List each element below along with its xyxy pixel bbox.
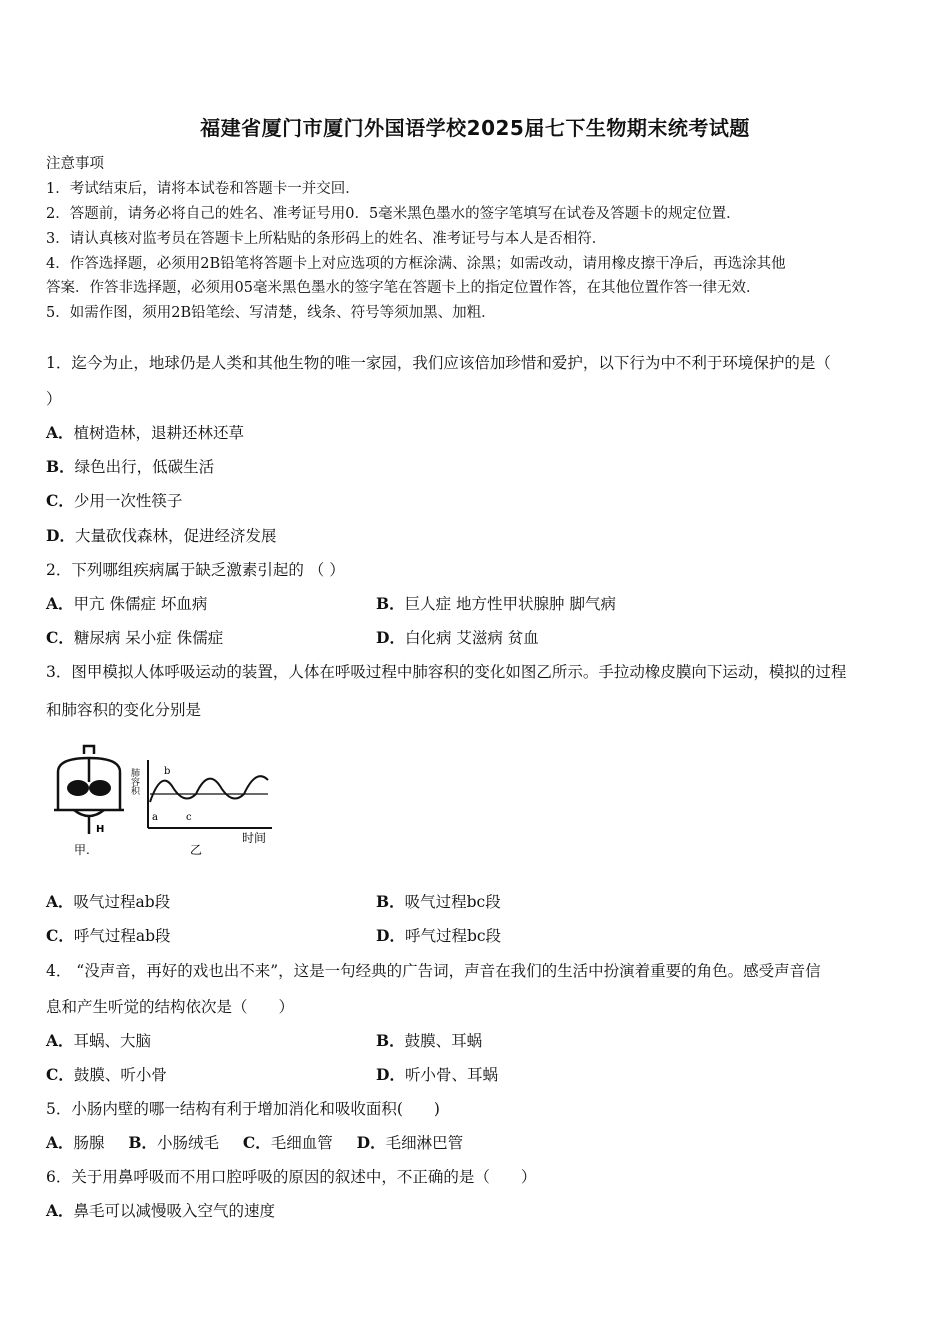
q4-option-a <box>46 1029 151 1051</box>
q2-option-b-letter: B． <box>376 594 405 613</box>
q1-option-c-letter: C． <box>46 491 74 510</box>
note-item-4: 4．作答选择题，必须用2B铅笔将答题卡上对应选项的方框涂满、涂黑；如需改动，请用橡皮擦干净后，再选涂其他 <box>46 256 786 272</box>
q1-option-a-text: 植树造林，退耕还林还草 <box>73 424 245 442</box>
point-c-label: c <box>186 812 192 823</box>
q4-option-c <box>46 1063 167 1085</box>
q3-option-a <box>46 890 170 912</box>
q1-option-d-letter: D． <box>46 526 75 545</box>
lung-volume-graph <box>129 760 272 857</box>
q4-option-c-letter: C． <box>46 1065 74 1084</box>
note-item-3: 3．请认真核对监考员在答题卡上所粘贴的条形码上的姓名、准考证号与本人是否相符． <box>46 231 607 247</box>
q5-options-row <box>46 1131 463 1153</box>
q3-option-c-letter: C． <box>46 926 74 945</box>
q2-option-a-letter: A． <box>46 594 74 613</box>
notes-heading: 注意事项 <box>46 156 104 172</box>
q4-option-d-letter: D． <box>376 1065 405 1084</box>
q4-option-c-text: 鼓膜、听小骨 <box>73 1066 167 1084</box>
q1-option-a-letter: A． <box>46 423 74 442</box>
q3-option-a-text: 吸气过程ab段 <box>73 893 171 911</box>
q4-stem-line2: 息和产生听觉的结构依次是（ ） <box>46 998 295 1016</box>
q3-option-c <box>46 924 171 946</box>
q2-option-b-text: 巨人症 地方性甲状腺肿 脚气病 <box>404 595 616 613</box>
q3-option-c-text: 呼气过程ab段 <box>73 927 171 945</box>
q3-option-d <box>376 924 501 946</box>
q1-option-b-text: 绿色出行，低碳生活 <box>74 458 215 476</box>
left-balloon-lung <box>67 780 89 796</box>
q2-option-a-text: 甲亢 侏儒症 坏血病 <box>73 595 208 613</box>
q2-option-c-letter: C． <box>46 628 74 647</box>
q3-option-b-letter: B． <box>376 892 405 911</box>
q4-option-a-letter: A． <box>46 1031 74 1050</box>
y-axis-label: 肺容积 <box>129 768 139 795</box>
q4-option-b <box>376 1029 482 1051</box>
q5-option-b-letter: B． <box>128 1133 158 1152</box>
point-b-label: b <box>164 766 171 777</box>
q1-option-d-text: 大量砍伐森林，促进经济发展 <box>74 527 277 545</box>
q1-option-b-letter: B． <box>46 457 75 476</box>
tube-top <box>84 746 94 754</box>
note-item-1: 1．考试结束后，请将本试卷和答题卡一并交回． <box>46 181 360 197</box>
q2-option-d <box>376 626 539 648</box>
q3-stem-line2: 和肺容积的变化分别是 <box>46 701 202 719</box>
q4-option-b-letter: B． <box>376 1031 405 1050</box>
note-item-5: 5．如需作图，须用2B铅笔绘、写清楚，线条、符号等须加黑、加粗． <box>46 305 496 321</box>
q5-option-a-letter: A． <box>46 1133 74 1152</box>
right-balloon-lung <box>89 780 111 796</box>
q3-figure <box>44 742 284 867</box>
q4-option-b-text: 鼓膜、耳蜗 <box>404 1032 483 1050</box>
q1-option-b <box>46 455 214 477</box>
q6-option-a-letter: A． <box>46 1201 74 1220</box>
q1-option-a <box>46 421 244 443</box>
q1-option-c-text: 少用一次性筷子 <box>73 492 183 510</box>
q6-option-a <box>46 1199 275 1221</box>
q4-stem-line1: 4． “没声音，再好的戏也出不来”，这是一句经典的广告词，声音在我们的生活中扮演着重要的角色。感受声音信 <box>46 962 821 980</box>
q5-option-a-text: 肠腺 <box>73 1134 105 1152</box>
q5-option-c-letter: C． <box>242 1133 271 1152</box>
q2-option-a <box>46 592 207 614</box>
pull-mark: H <box>96 824 105 835</box>
q2-option-b <box>376 592 616 614</box>
q2-stem: 2．下列哪组疾病属于缺乏激素引起的 （ ） <box>46 561 345 579</box>
q3-stem-line1: 3．图甲模拟人体呼吸运动的装置，人体在呼吸过程中肺容积的变化如图乙所示。手拉动橡皮膜向下运动，模拟的过程 <box>46 663 847 681</box>
point-a-label: a <box>152 812 158 823</box>
note-item-2: 2．答题前，请务必将自己的姓名、准考证号用0．5毫米黑色墨水的签字笔填写在试卷及答题卡的规定位置． <box>46 206 741 222</box>
x-axis-label: 时间 <box>242 831 267 845</box>
q3-option-a-letter: A． <box>46 892 74 911</box>
note-item-4-cont: 答案．作答非选择题，必须用05毫米黑色墨水的签字笔在答题卡上的指定位置作答，在其他位置作答一律无效． <box>46 280 761 296</box>
lung-volume-curve <box>150 776 268 802</box>
q2-option-c <box>46 626 223 648</box>
q2-option-d-letter: D． <box>376 628 405 647</box>
q3-option-d-letter: D． <box>376 926 405 945</box>
q5-option-d-letter: D． <box>356 1133 386 1152</box>
q1-stem-line1: 1．迄今为止，地球仍是人类和其他生物的唯一家园，我们应该倍加珍惜和爱护，以下行为中不利于环境保护的是（ <box>46 354 831 372</box>
q6-option-a-text: 鼻毛可以减慢吸入空气的速度 <box>73 1202 276 1220</box>
label-yi: 乙 <box>190 843 203 857</box>
q2-option-d-text: 白化病 艾滋病 贫血 <box>404 629 539 647</box>
q5-option-b-text: 小肠绒毛 <box>157 1134 220 1152</box>
q4-option-a-text: 耳蜗、大脑 <box>73 1032 152 1050</box>
q1-stem-line2: ） <box>46 390 62 408</box>
label-jia: 甲. <box>74 843 90 857</box>
q4-option-d <box>376 1063 498 1085</box>
q3-option-b <box>376 890 501 912</box>
q3-option-d-text: 呼气过程bc段 <box>404 927 502 945</box>
exam-title: 福建省厦门市厦门外国语学校2025届七下生物期末统考试题 <box>200 116 750 140</box>
q1-option-c <box>46 489 182 511</box>
q3-option-b-text: 吸气过程bc段 <box>404 893 501 911</box>
q6-stem: 6．关于用鼻呼吸而不用口腔呼吸的原因的叙述中，不正确的是（ ） <box>46 1168 537 1186</box>
q1-option-d <box>46 524 276 546</box>
q5-stem: 5．小肠内壁的哪一结构有利于增加消化和吸收面积( ) <box>46 1100 440 1118</box>
q4-option-d-text: 听小骨、耳蜗 <box>404 1066 498 1084</box>
q2-option-c-text: 糖尿病 呆小症 侏儒症 <box>73 629 224 647</box>
q5-option-d-text: 毛细淋巴管 <box>385 1134 464 1152</box>
q5-option-c-text: 毛细血管 <box>270 1134 333 1152</box>
bell-jar-apparatus <box>54 746 124 834</box>
